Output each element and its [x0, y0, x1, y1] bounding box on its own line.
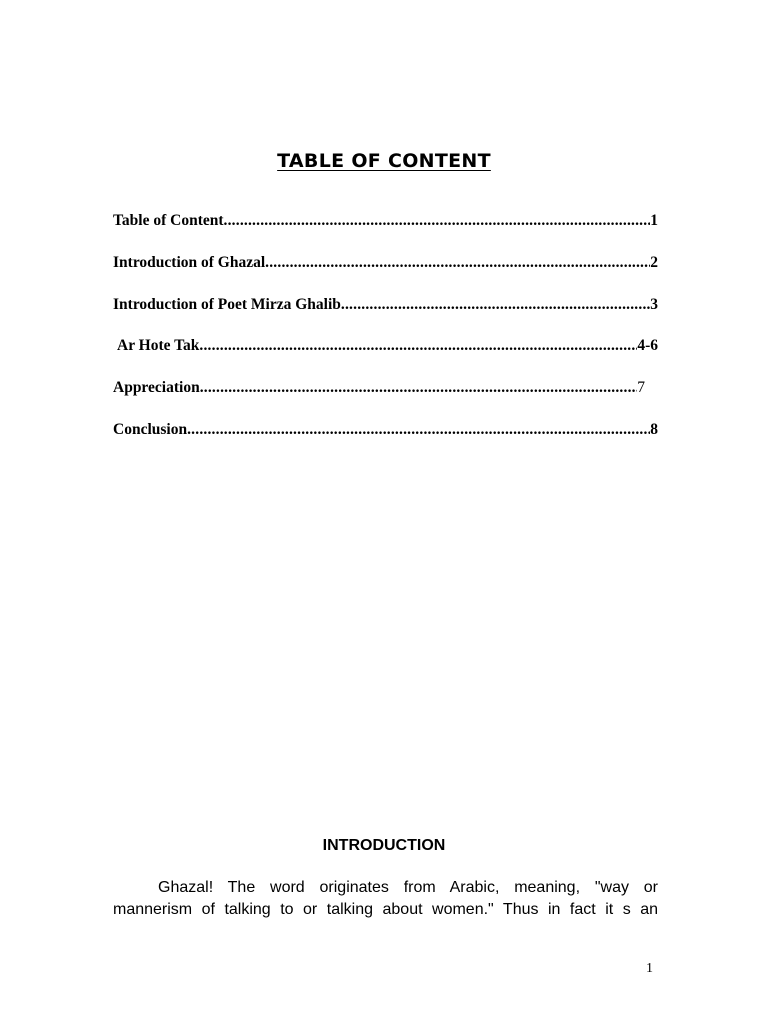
introduction-heading: INTRODUCTION: [322, 837, 446, 854]
introduction-line: Ghazal! The word originates from Arabic, meaning, "way or: [158, 879, 658, 896]
toc-dot-leader: [187, 421, 650, 439]
toc-dot-leader: [341, 296, 650, 314]
toc-entry-label: Ar Hote Tak: [117, 337, 200, 355]
toc-entry-introduction-of-ghazal[interactable]: [113, 254, 658, 275]
introduction-paragraph: [113, 877, 658, 921]
toc-entry-label: Table of Content: [113, 212, 224, 229]
toc-entry-page: 7: [637, 379, 645, 397]
toc-entry-table-of-content[interactable]: [113, 212, 658, 233]
toc-entry-page: 8: [650, 420, 658, 438]
page-number: 1: [646, 961, 653, 976]
toc-dot-leader: [200, 379, 638, 397]
toc-title: TABLE OF CONTENT: [277, 150, 491, 172]
toc-entry-page: 1: [650, 212, 658, 229]
toc-entry-label: Appreciation: [113, 379, 200, 397]
toc-entry-page: 2: [650, 253, 658, 271]
introduction-line: mannerism of talking to or talking about women." Thus in fact it s an: [113, 901, 658, 918]
toc-entry-appreciation[interactable]: [113, 379, 645, 400]
toc-entry-label: Introduction of Ghazal: [113, 253, 266, 271]
toc-entry-introduction-of-poet[interactable]: [113, 296, 658, 317]
toc-entry-conclusion[interactable]: [113, 421, 658, 442]
toc-entry-label: Conclusion: [113, 420, 188, 438]
toc-dot-leader: [199, 337, 637, 355]
toc-dot-leader: [224, 212, 651, 230]
toc-entry-page: 3: [650, 295, 658, 313]
toc-entry-ar-hote-tak[interactable]: [113, 337, 658, 358]
toc-list: [113, 212, 658, 463]
toc-entry-page: 4-6: [637, 337, 658, 355]
toc-dot-leader: [265, 254, 650, 272]
toc-entry-label: Introduction of Poet Mirza Ghalib: [113, 295, 341, 313]
